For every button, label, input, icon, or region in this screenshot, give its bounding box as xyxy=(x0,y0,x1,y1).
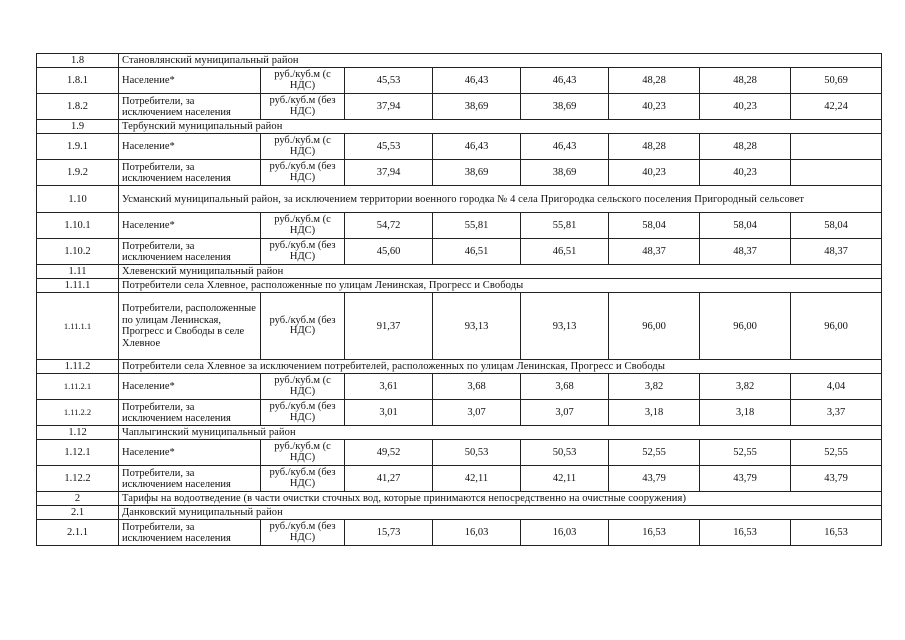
tariff-value: 4,04 xyxy=(791,374,882,400)
tariff-value: 96,00 xyxy=(700,293,791,360)
row-code: 2 xyxy=(37,492,119,506)
tariff-value: 48,37 xyxy=(700,239,791,265)
row-code: 1.9.1 xyxy=(37,134,119,160)
row-code: 1.8.1 xyxy=(37,68,119,94)
tariff-value: 40,23 xyxy=(609,160,700,186)
consumer-name: Потребители, за исключением населения xyxy=(119,160,261,186)
tariff-value: 54,72 xyxy=(345,213,433,239)
tariff-value: 3,18 xyxy=(700,400,791,426)
tariff-value: 58,04 xyxy=(791,213,882,239)
tariff-value: 3,18 xyxy=(609,400,700,426)
unit-cell: руб./куб.м (с НДС) xyxy=(261,68,345,94)
row-code: 1.11.2.1 xyxy=(37,374,119,400)
tariff-value: 46,51 xyxy=(521,239,609,265)
tariff-value: 45,53 xyxy=(345,134,433,160)
unit-cell: руб./куб.м (без НДС) xyxy=(261,94,345,120)
section-row xyxy=(37,265,882,279)
section-row xyxy=(37,279,882,293)
tariff-table-body xyxy=(37,54,882,546)
tariff-value: 3,01 xyxy=(345,400,433,426)
consumer-name: Потребители, за исключением населения xyxy=(119,400,261,426)
row-code: 1.12.2 xyxy=(37,466,119,492)
tariff-value: 41,27 xyxy=(345,466,433,492)
unit-cell: руб./куб.м (с НДС) xyxy=(261,440,345,466)
tariff-value: 40,23 xyxy=(700,160,791,186)
data-row xyxy=(37,134,882,160)
unit-cell: руб./куб.м (с НДС) xyxy=(261,213,345,239)
tariff-value: 3,82 xyxy=(609,374,700,400)
section-title: Становлянский муниципальный район xyxy=(119,54,882,68)
row-code: 1.11 xyxy=(37,265,119,279)
data-row xyxy=(37,466,882,492)
tariff-value: 48,37 xyxy=(791,239,882,265)
tariff-value: 15,73 xyxy=(345,520,433,546)
tariff-value xyxy=(791,134,882,160)
tariff-value: 50,69 xyxy=(791,68,882,94)
tariff-value: 16,03 xyxy=(433,520,521,546)
row-code: 1.11.1.1 xyxy=(37,293,119,360)
tariff-value: 45,60 xyxy=(345,239,433,265)
consumer-name: Население* xyxy=(119,374,261,400)
tariff-value: 43,79 xyxy=(700,466,791,492)
consumer-name: Потребители, расположенные по улицам Ленинская, Прогресс и Свободы в селе Хлевное xyxy=(119,293,261,360)
tariff-value: 55,81 xyxy=(521,213,609,239)
data-row xyxy=(37,440,882,466)
row-code: 1.9.2 xyxy=(37,160,119,186)
tariff-value: 3,68 xyxy=(433,374,521,400)
tariff-value: 58,04 xyxy=(609,213,700,239)
unit-cell: руб./куб.м (без НДС) xyxy=(261,400,345,426)
tariff-value: 46,43 xyxy=(433,134,521,160)
section-row xyxy=(37,360,882,374)
unit-cell: руб./куб.м (без НДС) xyxy=(261,520,345,546)
tariff-value: 3,61 xyxy=(345,374,433,400)
tariff-value: 49,52 xyxy=(345,440,433,466)
section-row xyxy=(37,120,882,134)
data-row xyxy=(37,160,882,186)
tariff-value: 40,23 xyxy=(700,94,791,120)
tariff-value: 40,23 xyxy=(609,94,700,120)
data-row xyxy=(37,293,882,360)
data-row xyxy=(37,94,882,120)
tariff-value: 52,55 xyxy=(791,440,882,466)
row-code: 1.11.2 xyxy=(37,360,119,374)
section-row xyxy=(37,54,882,68)
tariff-value: 16,53 xyxy=(609,520,700,546)
tariff-value: 37,94 xyxy=(345,160,433,186)
data-row xyxy=(37,374,882,400)
tariff-value: 48,28 xyxy=(609,68,700,94)
tariff-value: 3,68 xyxy=(521,374,609,400)
tariff-value: 91,37 xyxy=(345,293,433,360)
section-title: Тербунский муниципальный район xyxy=(119,120,882,134)
tariff-value: 50,53 xyxy=(433,440,521,466)
consumer-name: Население* xyxy=(119,213,261,239)
consumer-name: Население* xyxy=(119,440,261,466)
tariff-value: 46,51 xyxy=(433,239,521,265)
tariff-value: 50,53 xyxy=(521,440,609,466)
row-code: 1.12.1 xyxy=(37,440,119,466)
consumer-name: Потребители, за исключением населения xyxy=(119,239,261,265)
unit-cell: руб./куб.м (без НДС) xyxy=(261,239,345,265)
unit-cell: руб./куб.м (без НДС) xyxy=(261,466,345,492)
section-title: Чаплыгинский муниципальный район xyxy=(119,426,882,440)
section-title: Хлевенский муниципальный район xyxy=(119,265,882,279)
tariff-value: 42,11 xyxy=(521,466,609,492)
tariff-value: 45,53 xyxy=(345,68,433,94)
section-row xyxy=(37,186,882,213)
tariff-value: 46,43 xyxy=(521,68,609,94)
section-row xyxy=(37,492,882,506)
tariff-value: 38,69 xyxy=(433,160,521,186)
tariff-value: 55,81 xyxy=(433,213,521,239)
tariff-value: 3,37 xyxy=(791,400,882,426)
tariff-value: 52,55 xyxy=(609,440,700,466)
unit-cell: руб./куб.м (с НДС) xyxy=(261,134,345,160)
tariff-value: 42,11 xyxy=(433,466,521,492)
row-code: 2.1.1 xyxy=(37,520,119,546)
tariff-value: 93,13 xyxy=(521,293,609,360)
row-code: 2.1 xyxy=(37,506,119,520)
tariff-table xyxy=(36,53,882,546)
data-row xyxy=(37,520,882,546)
row-code: 1.11.1 xyxy=(37,279,119,293)
tariff-value: 48,28 xyxy=(609,134,700,160)
row-code: 1.10 xyxy=(37,186,119,213)
data-row xyxy=(37,213,882,239)
tariff-value: 16,53 xyxy=(700,520,791,546)
section-title: Тарифы на водоотведение (в части очистки сточных вод, которые принимаются непосредственно на очистные сооружения) xyxy=(119,492,882,506)
tariff-value: 38,69 xyxy=(521,160,609,186)
consumer-name: Потребители, за исключением населения xyxy=(119,94,261,120)
tariff-value: 43,79 xyxy=(609,466,700,492)
row-code: 1.10.1 xyxy=(37,213,119,239)
consumer-name: Население* xyxy=(119,134,261,160)
row-code: 1.12 xyxy=(37,426,119,440)
row-code: 1.8 xyxy=(37,54,119,68)
data-row xyxy=(37,400,882,426)
unit-cell: руб./куб.м (с НДС) xyxy=(261,374,345,400)
tariff-value: 38,69 xyxy=(521,94,609,120)
tariff-value xyxy=(791,160,882,186)
section-row xyxy=(37,426,882,440)
section-title: Потребители села Хлевное за исключением потребителей, расположенных по улицам Ленинская, Прогресс и Свободы xyxy=(119,360,882,374)
row-code: 1.11.2.2 xyxy=(37,400,119,426)
consumer-name: Потребители, за исключением населения xyxy=(119,520,261,546)
data-row xyxy=(37,68,882,94)
tariff-value: 96,00 xyxy=(791,293,882,360)
tariff-value: 38,69 xyxy=(433,94,521,120)
tariff-value: 3,07 xyxy=(433,400,521,426)
tariff-value: 58,04 xyxy=(700,213,791,239)
section-row xyxy=(37,506,882,520)
consumer-name: Потребители, за исключением населения xyxy=(119,466,261,492)
section-title: Усманский муниципальный район, за исключением территории военного городка № 4 села Пригородка сельского поселения Пригородный сельсовет xyxy=(119,186,882,213)
tariff-value: 37,94 xyxy=(345,94,433,120)
tariff-value: 52,55 xyxy=(700,440,791,466)
tariff-value: 16,03 xyxy=(521,520,609,546)
tariff-value: 48,28 xyxy=(700,134,791,160)
row-code: 1.8.2 xyxy=(37,94,119,120)
tariff-value: 46,43 xyxy=(433,68,521,94)
tariff-value: 48,37 xyxy=(609,239,700,265)
section-title: Данковский муниципальный район xyxy=(119,506,882,520)
unit-cell: руб./куб.м (без НДС) xyxy=(261,293,345,360)
tariff-value: 48,28 xyxy=(700,68,791,94)
tariff-value: 96,00 xyxy=(609,293,700,360)
tariff-value: 3,07 xyxy=(521,400,609,426)
section-title: Потребители села Хлевное, расположенные по улицам Ленинская, Прогресс и Свободы xyxy=(119,279,882,293)
tariff-value: 3,82 xyxy=(700,374,791,400)
tariff-value: 16,53 xyxy=(791,520,882,546)
consumer-name: Население* xyxy=(119,68,261,94)
row-code: 1.9 xyxy=(37,120,119,134)
data-row xyxy=(37,239,882,265)
tariff-value: 43,79 xyxy=(791,466,882,492)
tariff-value: 42,24 xyxy=(791,94,882,120)
tariff-value: 46,43 xyxy=(521,134,609,160)
tariff-value: 93,13 xyxy=(433,293,521,360)
unit-cell: руб./куб.м (без НДС) xyxy=(261,160,345,186)
row-code: 1.10.2 xyxy=(37,239,119,265)
